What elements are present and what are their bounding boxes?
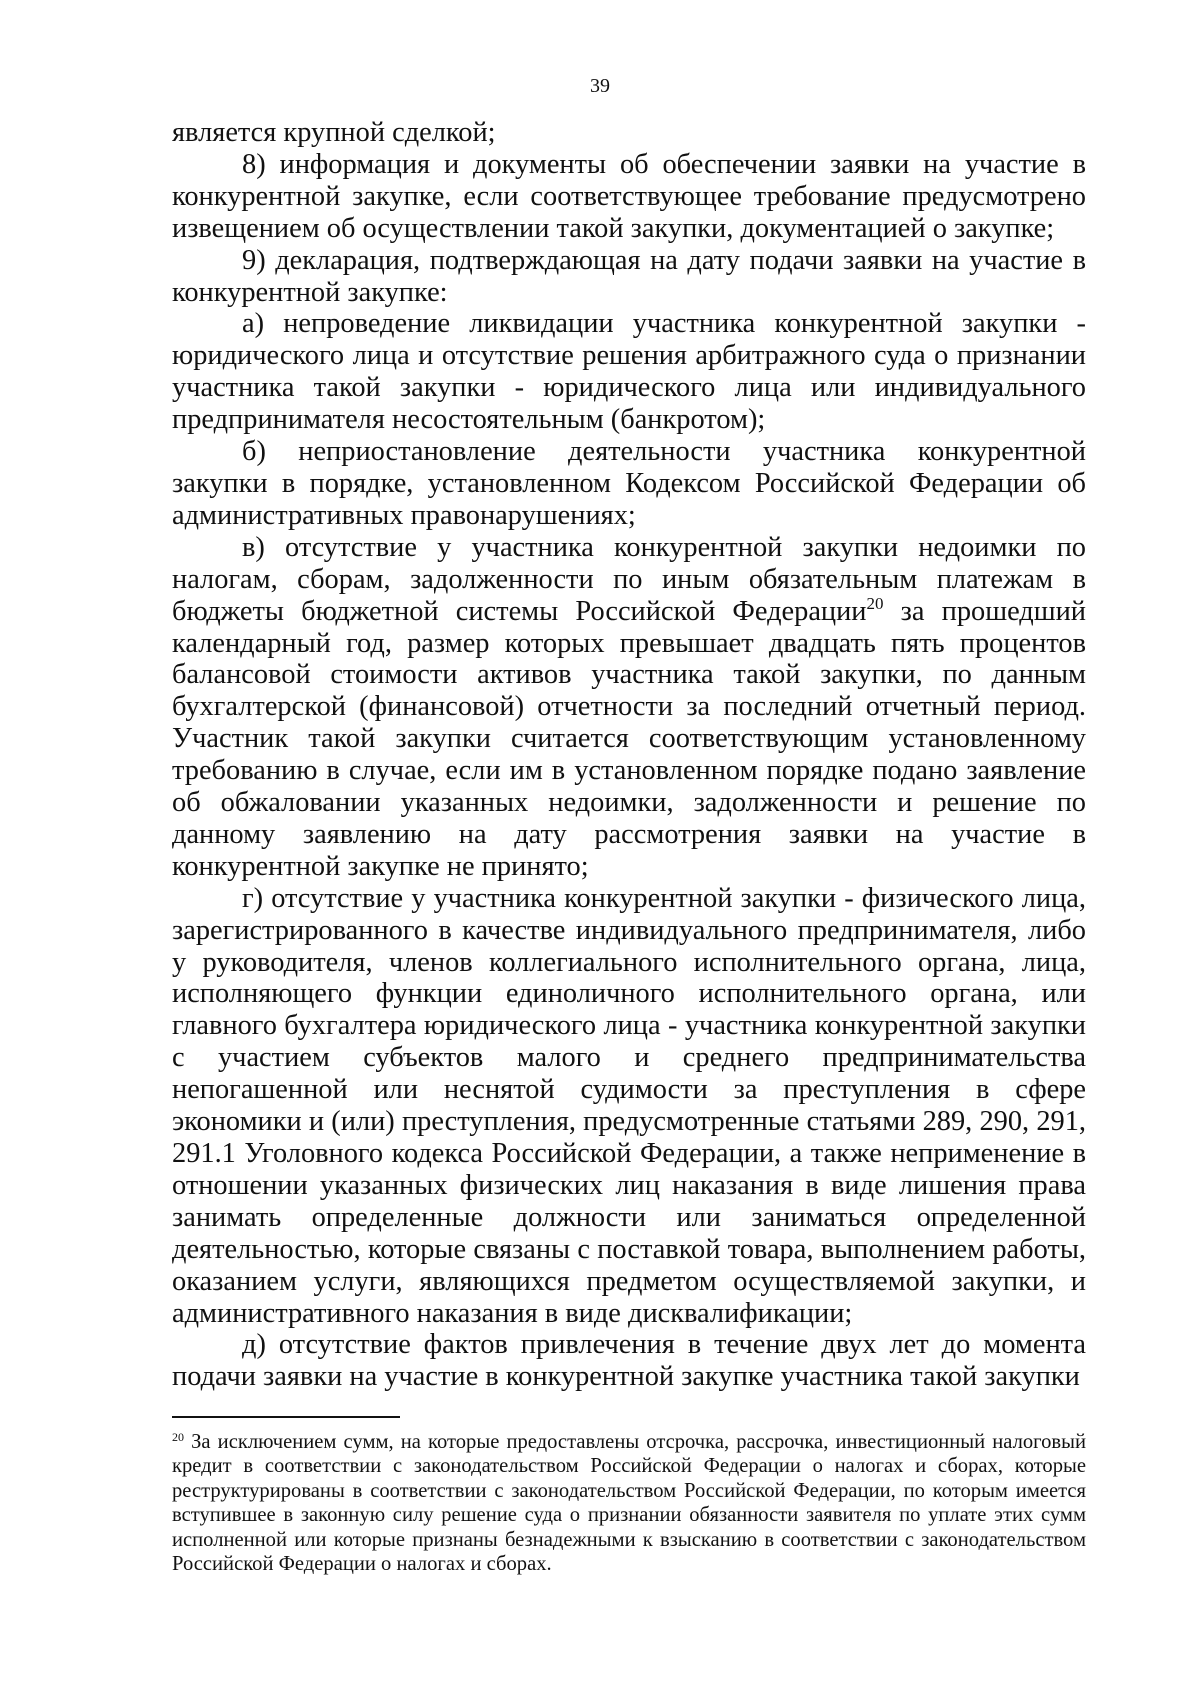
paragraph-continuation: является крупной сделкой; xyxy=(172,117,496,148)
footnote-text: За исключением сумм, на которые предоставлены отсрочка, рассрочка, инвестиционный налоговый кредит в соответствии с законодательством Российской Федерации о налогах и сборах, которые реструктурированы в соответствии с законодательством Российской Федерации, по которым имеется вступившее в законную силу решение суда о признании обязанности заявителя по уплате этих сумм исполненной или которые признаны безнадежными к взысканию в соответствии с законодательством Российской Федерации о налогах и сборах. xyxy=(172,1431,1086,1576)
paragraph-item-9d: д) отсутствие фактов привлечения в течение двух лет до момента подачи заявки на участие в конкурентной закупке участника такой закупки xyxy=(172,1329,1086,1393)
paragraph-item-9: 9) декларация, подтверждающая на дату подачи заявки на участие в конкурентной закупке: xyxy=(172,244,1086,308)
paragraph-item-9a: а) непроведение ликвидации участника конкурентной закупки - юридического лица и отсутствие решения арбитражного суда о признании участника такой закупки - юридического лица или индивидуального предпринимателя несостоятельным (банкротом); xyxy=(172,308,1086,436)
footnote xyxy=(172,1430,1086,1576)
footnote-area xyxy=(172,1430,1086,1576)
paragraph-item-9g: г) отсутствие у участника конкурентной закупки - физического лица, зарегистрированного в качестве индивидуального предпринимателя, либо у руководителя, членов коллегиального исполнительного органа, лица, исполняющего функции единоличного исполнительного органа, или главного бухгалтера юридического лица - участника конкурентной закупки с участием субъектов малого и среднего предпринимательства непогашенной или неснятой судимости за преступления в сфере экономики и (или) преступления, предусмотренные статьями 289, 290, 291, 291.1 Уголовного кодекса Российской Федерации, а также неприменение в отношении указанных физических лиц наказания в виде лишения права занимать определенные должности или заниматься определенной деятельностью, которые связаны с поставкой товара, выполнением работы, оказанием услуги, являющихся предметом осуществляемой закупки, и административного наказания в виде дисквалификации; xyxy=(172,882,1086,1329)
footnote-separator xyxy=(172,1416,400,1418)
paragraph-item-9v xyxy=(172,532,1086,883)
paragraph-item-9b: б) неприостановление деятельности участника конкурентной закупки в порядке, установленном Кодексом Российской Федерации об административных правонарушениях; xyxy=(172,436,1086,531)
footnote-marker: 20 xyxy=(172,1430,184,1444)
document-body xyxy=(172,117,1086,1393)
paragraph-item-8: 8) информация и документы об обеспечении заявки на участие в конкурентной закупке, если соответствующее требование предусмотрено извещением об осуществлении такой закупки, документацией о закупке; xyxy=(172,148,1086,244)
paragraph-item-9v-end: за прошедший календарный год, размер которых превышает двадцать пять процентов балансовой стоимости активов участника такой закупки, по данным бухгалтерской (финансовой) отчетности за последний отчетный период. Участник такой закупки считается соответствующим установленному требованию в случае, если им в установленном порядке подано заявление об обжаловании указанных недоимки, задолженности и решение по данному заявлению на дату рассмотрения заявки на участие в конкурентной закупке не принято; xyxy=(172,595,1086,882)
paragraph-item-9v-start: в) отсутствие у участника конкурентной закупки недоимки по налогам, сборам, задолженности по иным обязательным платежам в бюджеты бюджетной системы Российской Федерации xyxy=(172,531,1086,627)
page-number: 39 xyxy=(590,75,610,97)
footnote-reference: 20 xyxy=(866,593,884,613)
